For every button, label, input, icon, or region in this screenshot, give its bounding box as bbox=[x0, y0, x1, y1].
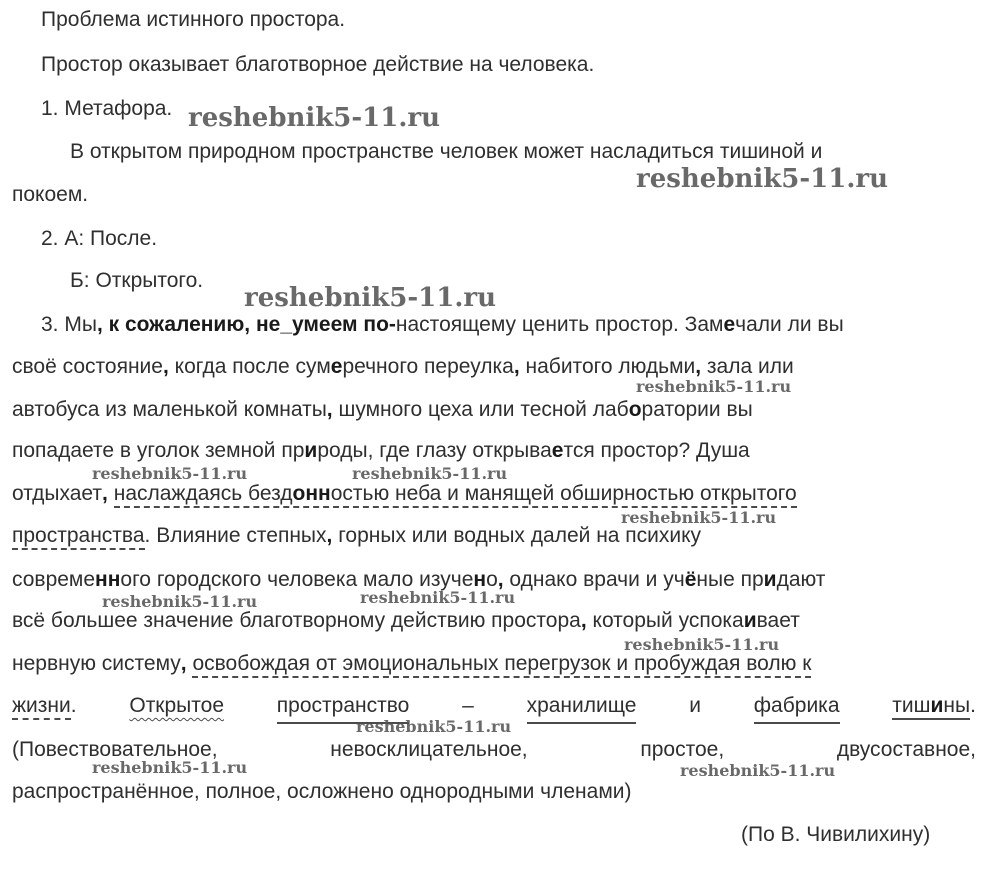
text-segment: горных или водных далей на психику bbox=[332, 524, 702, 547]
watermark: reshebnik5-11.ru bbox=[356, 717, 512, 736]
text-segment: однако врачи и уч bbox=[503, 568, 685, 591]
text-segment: дают bbox=[776, 568, 826, 591]
adverbial-phrase: освобождая от эмоциональных перегрузок и пробуждая волю к bbox=[192, 652, 811, 678]
conjunction: и bbox=[689, 694, 701, 717]
text-segment: зала или bbox=[701, 355, 794, 378]
watermark: reshebnik5-11.ru bbox=[92, 464, 248, 483]
text-line-2 bbox=[12, 352, 976, 382]
highlight-letter: е bbox=[330, 355, 343, 378]
text-segment: роды, где глазу открыва bbox=[317, 439, 552, 462]
watermark: reshebnik5-11.ru bbox=[102, 592, 258, 611]
watermark: reshebnik5-11.ru bbox=[360, 588, 516, 607]
highlight-letter: и bbox=[930, 694, 944, 717]
highlight-letter: н bbox=[473, 568, 487, 591]
highlight-letter: и bbox=[304, 439, 318, 462]
comma-mark: , к сожалению bbox=[96, 313, 245, 336]
text-segment: тся простор? Душа bbox=[563, 439, 750, 462]
watermark: reshebnik5-11.ru bbox=[624, 635, 780, 654]
text-segment: который успока bbox=[586, 609, 744, 632]
subject-word: пространство bbox=[277, 691, 410, 724]
text-segment: всё большее значение благотворному действию простора bbox=[12, 609, 581, 632]
item1-label: 1. Метафора. bbox=[41, 97, 173, 120]
problem-title: Проблема истинного простора. bbox=[41, 8, 346, 31]
text-segment: В открытом природном пространстве человек может насладиться тишиной и bbox=[70, 140, 823, 163]
watermark: reshebnik5-11.ru bbox=[92, 758, 248, 777]
predicate-word bbox=[892, 694, 970, 720]
comma-mark: , bbox=[513, 355, 520, 378]
highlight-letter: о bbox=[292, 482, 306, 505]
comma-mark: , bbox=[326, 398, 333, 421]
word-definition: Открытое bbox=[129, 694, 225, 717]
item1-text-line1 bbox=[70, 137, 976, 167]
text-segment: тиш bbox=[892, 694, 931, 717]
text-segment: попадаете в уголок земной пр bbox=[12, 439, 305, 462]
text-segment: наслаждаясь безд bbox=[113, 482, 293, 505]
text-segment: шумного цеха или тесной лаб bbox=[332, 398, 629, 421]
comma-mark: , bbox=[497, 568, 504, 591]
text-segment: (Повествовательное, bbox=[12, 738, 218, 761]
text-segment: ные пр bbox=[696, 568, 764, 591]
highlight-letter: нн bbox=[305, 482, 331, 505]
text-segment: ого городского человека мало изуче bbox=[120, 568, 474, 591]
text-segment: своё состояние bbox=[12, 355, 163, 378]
participial-phrase bbox=[114, 482, 797, 508]
thesis: Простор оказывает благотворное действие на человека. bbox=[41, 53, 595, 76]
watermark: reshebnik5-11.ru bbox=[621, 508, 777, 527]
participial-phrase-end: пространства bbox=[12, 524, 145, 550]
text-segment: двусоставное, bbox=[836, 738, 976, 761]
text-line-1 bbox=[41, 310, 976, 340]
watermark: reshebnik5-11.ru bbox=[680, 761, 836, 780]
text-segment: вает bbox=[756, 609, 800, 632]
comma-mark: , bbox=[580, 609, 587, 632]
watermark: reshebnik5-11.ru bbox=[636, 377, 792, 396]
item2-b: Б: Открытого. bbox=[70, 269, 204, 292]
text-segment: когда после сум bbox=[168, 355, 331, 378]
comma-mark: , bbox=[695, 355, 702, 378]
text-segment: отдыхает bbox=[12, 482, 103, 505]
text-segment: . bbox=[970, 694, 976, 717]
text-segment: автобуса из маленькой комнаты bbox=[12, 398, 327, 421]
text-segment: . Влияние степных bbox=[144, 524, 327, 547]
dash-mark: – bbox=[462, 694, 474, 717]
comma-mark: , bbox=[102, 482, 108, 505]
hyphen-mark: - bbox=[388, 313, 396, 336]
watermark: reshebnik5-11.ru bbox=[352, 464, 508, 483]
adverbial-phrase-end: жизни bbox=[12, 694, 71, 720]
predicate-word: фабрика bbox=[754, 691, 840, 724]
text-segment: речного переулка bbox=[342, 355, 514, 378]
text-segment: чали ли вы bbox=[735, 313, 844, 336]
text-segment: 3. Мы bbox=[41, 313, 97, 336]
text-segment: ны bbox=[943, 694, 971, 717]
text-segment: нервную систему bbox=[12, 652, 181, 675]
text-segment: простое, bbox=[640, 738, 725, 761]
text-segment: набитого людьми bbox=[519, 355, 696, 378]
highlight-letter: нн bbox=[95, 568, 121, 591]
text-line-4 bbox=[12, 436, 976, 466]
predicate-word: хранилище bbox=[527, 691, 637, 724]
text-line-9 bbox=[12, 649, 976, 679]
text-segment: совреме bbox=[12, 568, 96, 591]
highlight-letter: ё bbox=[684, 568, 697, 591]
item2-a: 2. А: После. bbox=[41, 227, 158, 250]
watermark: reshebnik5-11.ru bbox=[188, 103, 441, 133]
text-segment: ратории вы bbox=[641, 398, 753, 421]
comma-mark: , bbox=[162, 355, 169, 378]
highlight-letter: о bbox=[628, 398, 642, 421]
item1-text-line2: покоем. bbox=[12, 183, 89, 206]
comma-mark: , bbox=[180, 652, 187, 675]
text-line-5 bbox=[12, 479, 976, 509]
watermark: reshebnik5-11.ru bbox=[244, 283, 497, 313]
text-segment: настоящему ценить простор. Зам bbox=[395, 313, 724, 336]
text-line-12: распространённое, полное, осложнено однородными членами) bbox=[12, 780, 632, 803]
text-line-3 bbox=[12, 395, 976, 425]
highlight-letter: е bbox=[551, 439, 564, 462]
author-credit: (По В. Чивилихину) bbox=[741, 823, 931, 846]
text-segment: невосклицательное, bbox=[330, 738, 528, 761]
highlight-letter: е bbox=[723, 313, 736, 336]
text-segment: о bbox=[486, 568, 498, 591]
text-segment: остью неба и манящей обширностью открытого bbox=[330, 482, 797, 505]
comma-mark: , не_умеем по bbox=[244, 313, 389, 336]
highlight-letter: и bbox=[763, 568, 777, 591]
text-segment: . bbox=[70, 694, 77, 717]
highlight-letter: и bbox=[743, 609, 757, 632]
comma-mark: , bbox=[326, 524, 333, 547]
text-line-6 bbox=[12, 521, 976, 551]
watermark: reshebnik5-11.ru bbox=[636, 164, 889, 194]
